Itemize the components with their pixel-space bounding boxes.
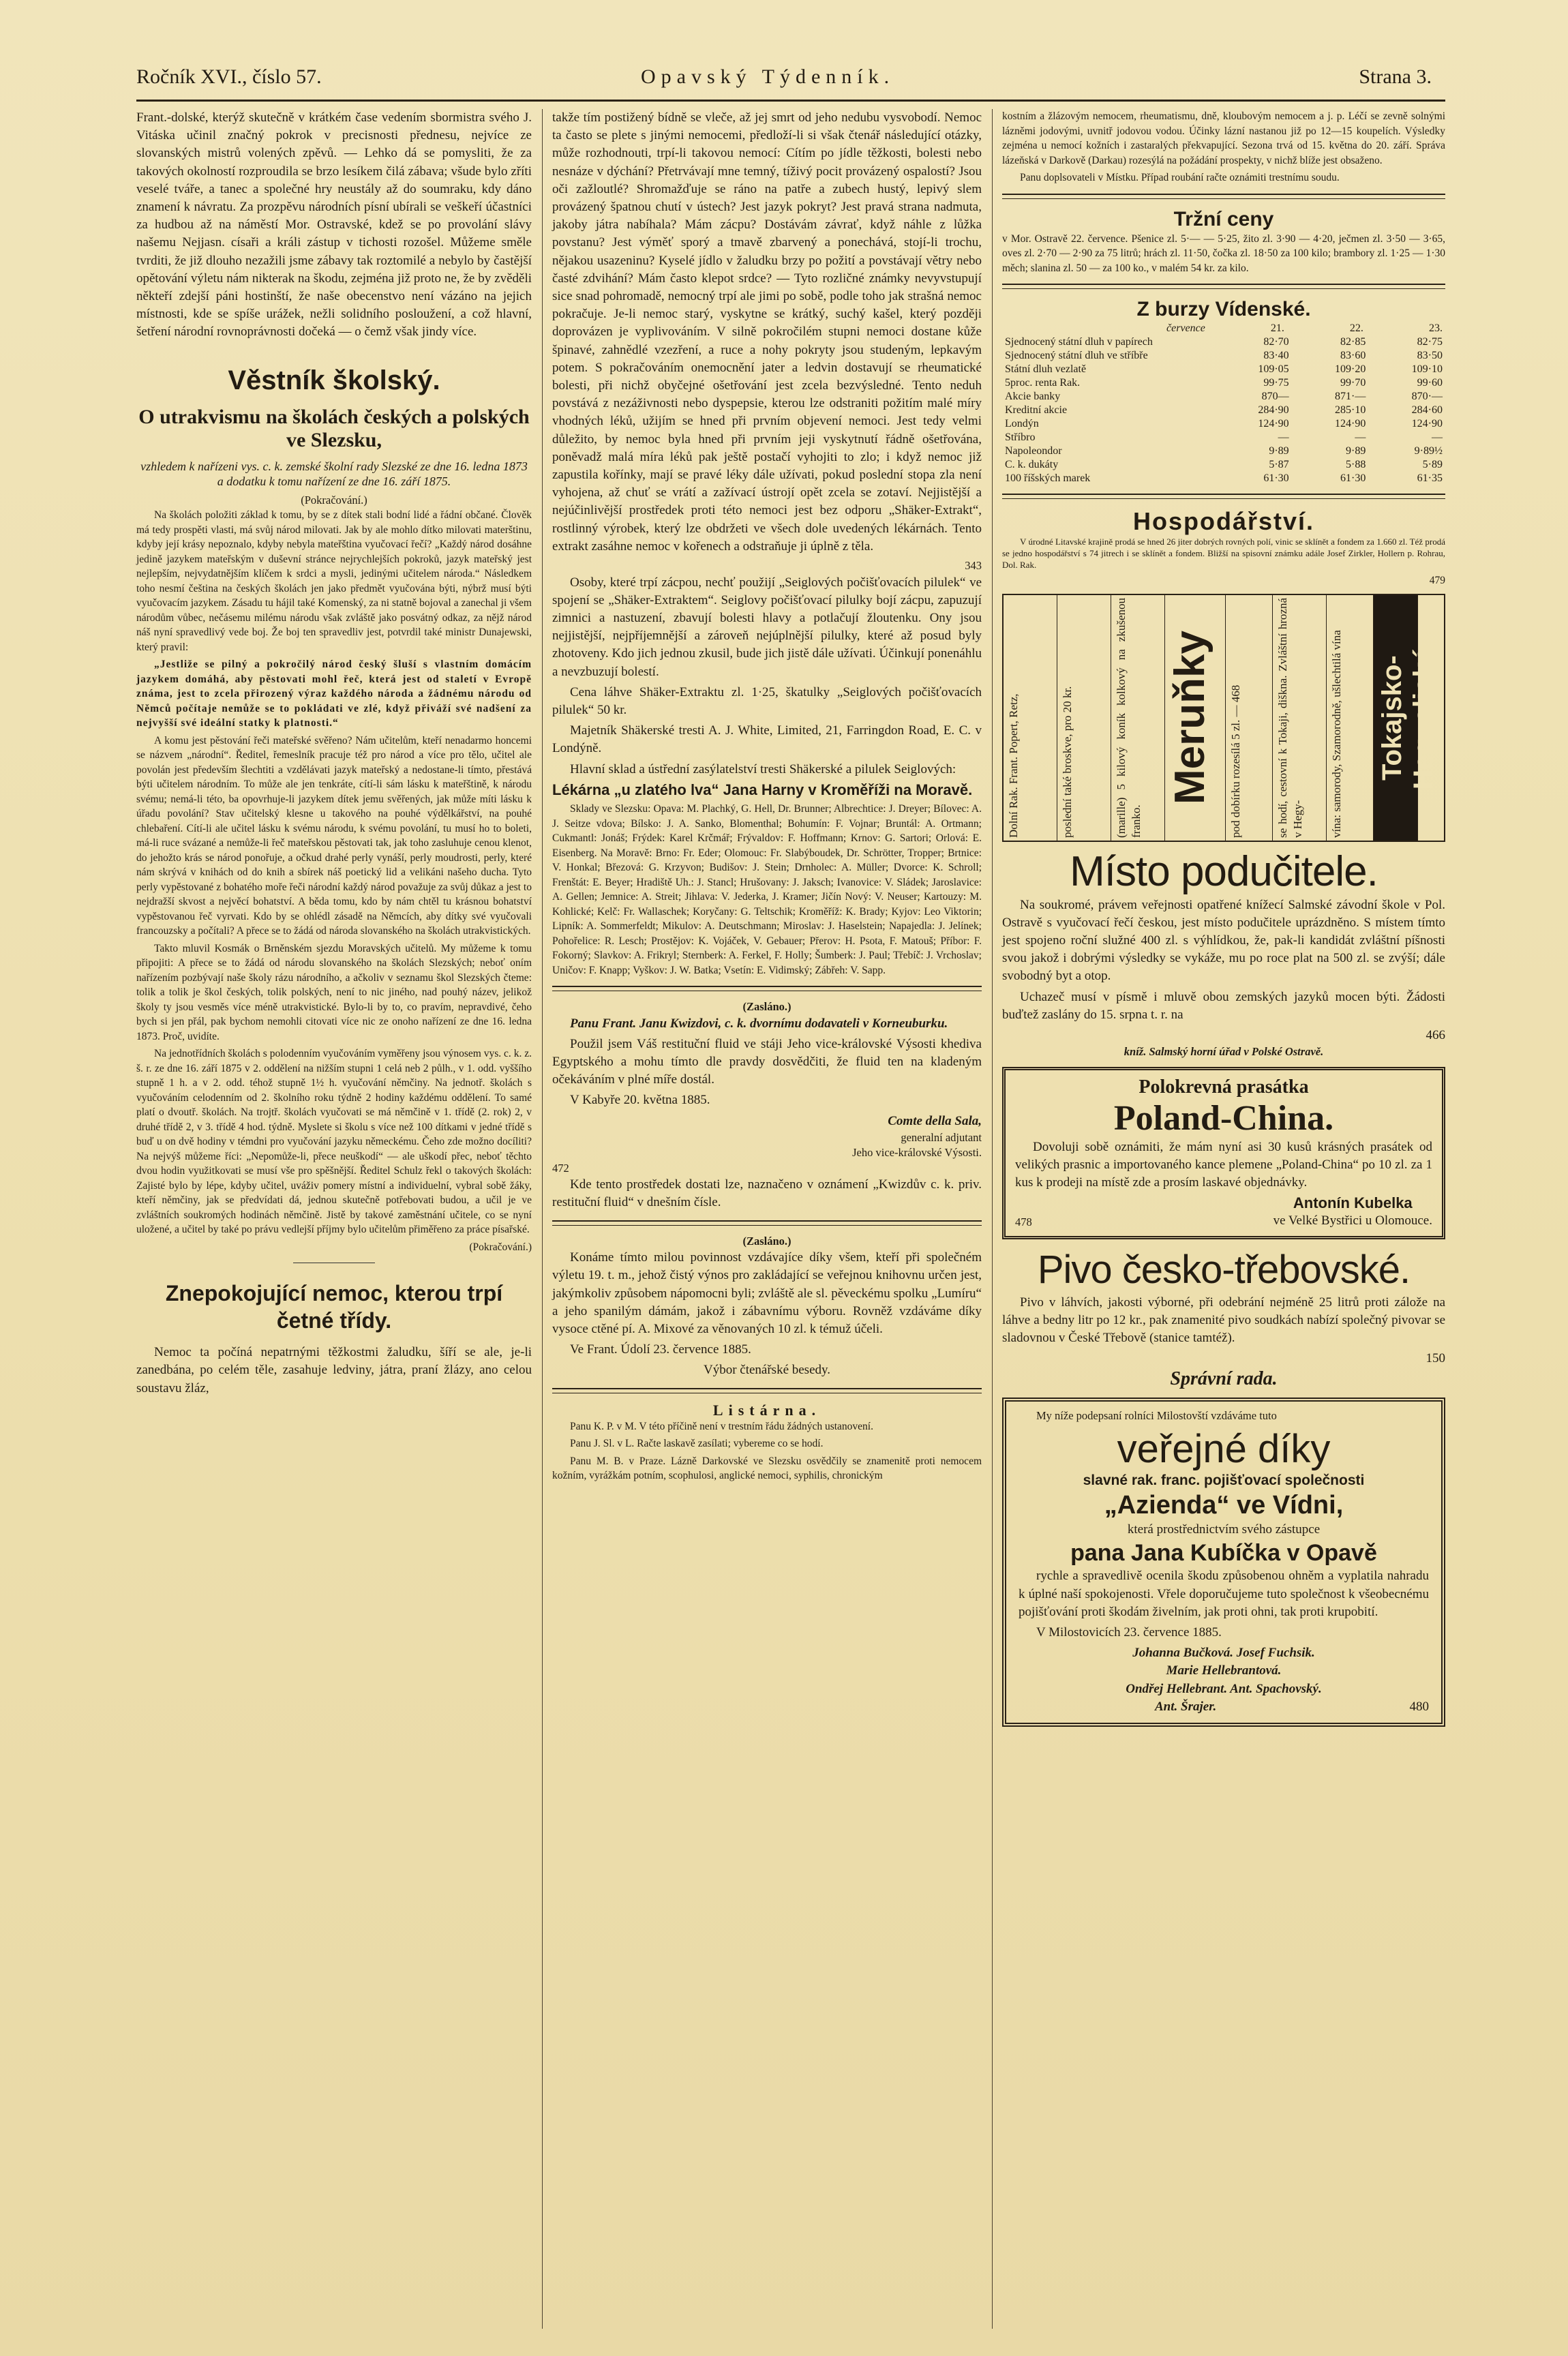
mailbox-heading: Listárna. — [712, 1401, 821, 1419]
ad-number: 479 — [1429, 575, 1445, 586]
divider — [552, 1388, 982, 1393]
table-cell: 870·— — [1411, 391, 1443, 402]
mailbox-item: Panu doplsovateli v Místku. Případ roubání račte oznámiti trestnímu soudu. — [1020, 172, 1340, 183]
thanks-date: V Milostovicích 23. července 1885. — [1036, 1625, 1222, 1640]
table-cell: 82·75 — [1417, 336, 1443, 348]
signature-title: generalní adjutant — [901, 1130, 982, 1144]
article-text: Cena láhve Shäker-Extraktu zl. 1·25, škatulky „Seiglových počišťovacích pilulek“ 50 kr. — [552, 684, 982, 717]
table-cell: 284·90 — [1258, 404, 1289, 416]
column-3 — [1002, 109, 1445, 2329]
bourse-table — [1002, 322, 1445, 335]
table-header — [1002, 322, 1445, 335]
table-cell: 61·30 — [1340, 472, 1366, 484]
volume-number: Ročník XVI., číslo 57. — [136, 65, 322, 88]
teacher-job-heading: Místo podučitele. — [1070, 847, 1378, 895]
economy-heading: Hospodářství. — [1132, 507, 1315, 535]
table-row — [1002, 363, 1445, 376]
table-cell: 99·75 — [1263, 377, 1289, 389]
table-row — [1002, 431, 1445, 444]
ad-title-apricots: Meruňky — [1165, 595, 1226, 841]
letter-date: V Kabyře 20. května 1885. — [570, 1093, 710, 1108]
thanks-signature: Johanna Bučková. Josef Fuchsik. — [1132, 1646, 1315, 1661]
ad-number: 480 — [1409, 1699, 1429, 1714]
table-cell: 109·05 — [1258, 363, 1289, 375]
ad-text: se hodí, cestovní k Tokaji, diškna. Zvláštní hrozná v Hegy- — [1273, 595, 1327, 841]
thanks-company-type: slavné rak. franc. pojišťovací společnosti — [1083, 1472, 1365, 1488]
thanks-text: rychle a spravedlivě ocenila škodu způsobenou ohněm a vyplatila nahradu k úplné naší spokojenosti. Vřele doporučujeme tuto společnost k všeobecnému pojišťování proti škodám živelním, jak proti ohni, tak proti krupobití. — [1019, 1569, 1429, 1619]
table-row — [1002, 472, 1445, 485]
table-cell: Napoleondor — [1005, 445, 1062, 457]
thanks-text: Konáme tímto milou povinnost vzdávajíce díky všem, kteří při společném výletu 19. t. m., jehož čistý výnos pro zakládající se veřejnou knihovnu určen jest, jakýmkoliv způsobem nápomocni byli; zvláště ale sl. pěveckému spolku „Lumíru“ a jeho spanilým dámám, jakož i zábavnímu výboru. Rovněž vzdáváme díky vysoce ctěné pí. A. Mixové za věnovaných 10 zl. k témuž účeli. — [552, 1250, 982, 1336]
table-cell: 5proc. renta Rak. — [1005, 377, 1081, 389]
table-row — [1002, 376, 1445, 390]
signature: Comte della Sala, — [888, 1113, 982, 1128]
table-row — [1002, 458, 1445, 472]
divider — [1002, 494, 1445, 499]
table-cell: Kreditní akcie — [1005, 404, 1068, 416]
thanks-signature: Ant. Šrajer. — [1155, 1699, 1217, 1714]
table-cell: 61·30 — [1263, 472, 1289, 484]
article-text: A komu jest pěstování řeči mateřské svěřeno? Nám učitelům, kteří nenadarmo honcemi se názvem „národní“. Ředitel, řemeslník pracuje též pro národ a více pro tělo, učitel ale povolán jest především šlechtiti a vzdělávati jazyk mateřský a nedostane-li tímto, přestává býti učitelem národním. To může ale jen tenkráte, cítí-li sám lásku k mateřštině, k národu svému; nemá-li této, ba opovrhuje-li jazykem dítek jemu svěřených, jak může míti lásku k úřadu povolání? Stav učitelský klesne u takového na pouhé výdělkářství, na pouhé chlebaření. Cítí-li ale učitel lásku k svému národu, k svému povolání, tu musí ho to boleti, má-li ruce svázané a nemůže-li řeč mateřskou pěstovati tak, jak toho zasluhuje cenou klenot, do jehožto krás se národ ponořuje, a očkud drahé perly vynáší, perly moudrosti, perly, které nám skrývá v knihách od do knih a sbírek náš poetický lid a velikáni našeho ducha. Tyto perly vypěstované z bohatého moře řeči národní každý národ považuje za svůj důkaz a jest to nejdražší skvost a nejvěcí bohatství. A běda tomu, kdo by nám chtěl tu krásnou bohatství vypěstovanou řeč vyrvati. Kdo by se ohlédl zásadě na Němcích, aby dítky své vyučovali francouzsky a počítali? A přece se to žádá od národa slovanského na školách utrakvistických. — [136, 734, 532, 937]
table-row — [1002, 444, 1445, 458]
table-cell: 9·89 — [1345, 445, 1366, 457]
thanks-signature: Výbor čtenářské besedy. — [703, 1363, 831, 1378]
letter-recipient: Panu Frant. Janu Kwizdovi, c. k. dvornímu dodavateli v Korneuburku. — [570, 1016, 948, 1031]
table-cell: 99·60 — [1417, 377, 1443, 389]
mailbox-item: kostním a žlázovým nemocem, rheumatismu, dně, kloubovým nemocem a j. p. Léčí se zevně solnými lázněmi jodovými, uvnitř jodovou vodou. Účinky lázní nastanou již po 12—15 koupelích. Výsledky zejména u nemocí kožních i zastaralých překvapující. Sezona trvá od 15. května do 20. září. Správa lázeňská v Darkově (Darkau) rozesýlá na požádání prospekty, v nichž blíže jest obsaženo. — [1002, 110, 1445, 166]
article-text: Osoby, které trpí zácpou, nechť použijí „Seiglových počišťovacích pilulek“ ve spojení se „Shäker-Extraktem“. Seiglovy počišťovací pilulky bojí zácpu, zapuzují zimnici a nastuzení, zbavují bolesti hlavy a potlačují žloutenku. Ony jsou nejjistější, nejpříjemnější a zároveň nejúplnější pilulky, které až posud byly zhotoveny. Kdo jich jednou zkusil, bude jich jistě dále užívati. Účinkují ponenáhlu a nevzbuzují bolestí. — [552, 575, 982, 679]
divider — [552, 1220, 982, 1226]
table-cell: C. k. dukáty — [1005, 459, 1059, 470]
ad-text: (marille) 5 kilový koník kolkový na zkušenou franko. — [1111, 595, 1165, 841]
section-heading-school: Věstník školský. — [228, 365, 440, 395]
table-cell: 5·88 — [1345, 459, 1366, 470]
article-text: Frant.-dolské, kterýž skutečně v krátkém čase vedením sbormistra svého J. Vitáska učinil značný pokrok v precisnosti přednesu, nejvíce ze slovanských mistrů volených zpěvů. — Lehko dá se pomysliti, že za takových okolností rozproudila se brzo lesíkem čilá zábava; všude bylo zříti veselé tváře, a tanec a společné hry neustály až do soumraku, kdy dáno znamení k návratu. Za prozpěvu národních písní ubírali se veškeří účastníci za hudbou až na náměstí Mor. Ostravské, kdež se po provolání slávy našemu Nejjasn. císaři a králi zástup v tichosti rozošel. Můžeme směle tvrditi, že již dlouho nezažili jsme zábavy tak roztomilé a nebylo by častější opětování výletu nám nikterak na škodu, zejména již proto ne, že by zvěděli někteří zdejší páni hostinští, že naše obecenstvo není vázáno na jejich místnosti, kde se spíše urážek, nežli solidního posloužení, a což hlavní, šetření národní rovnoprávnosti dočeká — o čemž však jindy více. — [136, 110, 532, 339]
table-cell: 100 říšských marek — [1005, 472, 1091, 484]
thanks-ad — [1002, 1398, 1445, 1727]
table-cell: 82·70 — [1263, 336, 1289, 348]
table-cell: 23. — [1429, 322, 1443, 334]
table-row — [1002, 335, 1445, 349]
table-cell: Londýn — [1005, 418, 1039, 429]
table-cell: 83·40 — [1263, 350, 1289, 361]
thanks-text: My níže podepsaní rolníci Milostovští vzdáváme tuto — [1036, 1409, 1277, 1423]
ad-number: 150 — [1426, 1351, 1445, 1366]
article-text: Takto mluvil Kosmák o Brněnském sjezdu Moravských učitelů. My můžeme k tomu připojiti: A přece se to žádá od národu slovanského na školách Slezských; neboť oním nařízením pozbývají naše školy rázu národního, a ačkoliv v seznamu škol Slezských čteme: tolik a tolik je škol českých, tolik polských, není to nic jiného, nad pouhý název, jelikož školy ty jsou vesměs více méně utrakvistické. Bylo-li by to, co pravím, nepravdivé, čeho bych si jen přál, pak bychom nemohli citovati více nic ze onoho nařízení ze dne 16. ledna 1873. Proč, uvidíte. — [136, 942, 532, 1042]
table-cell: 61·35 — [1417, 472, 1443, 484]
header-rule — [136, 100, 1445, 102]
table-cell: 124·90 — [1334, 418, 1366, 429]
page-number: Strana 3. — [1359, 65, 1432, 88]
ad-number: 343 — [965, 559, 982, 573]
beer-text: Pivo v láhvích, jakosti výborné, při odebrání nejméně 25 litrů proti zálože na láhve a bedny litr po 12 kr., pak znamenité pivo soudkách nabízí společný pivovar se sladovnou v České Třebově (stanice tamtéž). — [1002, 1295, 1445, 1346]
sent-label: (Zasláno.) — [742, 1234, 791, 1248]
ad-number: 472 — [552, 1161, 569, 1175]
table-cell: 5·89 — [1422, 459, 1443, 470]
pig-ad-title: Poland-China. — [1113, 1098, 1334, 1138]
table-cell: Státní dluh vezlatě — [1005, 363, 1087, 375]
pig-ad-location: ve Velké Bystřici u Olomouce. — [1273, 1213, 1432, 1228]
beer-signature: Správní rada. — [1170, 1368, 1278, 1390]
table-cell: Akcie banky — [1005, 391, 1061, 402]
pig-ad-text: Dovoluji sobě oznámiti, že mám nyní asi 30 kusů krásných prasátek od velikých prasnic a importovaného kance plemene „Poland-China“ po 10 zl. za 1 kus k prodeji na místě zde a prosím laskavé objednávky. — [1015, 1139, 1432, 1190]
divider — [1002, 194, 1445, 199]
table-cell: 284·60 — [1411, 404, 1443, 416]
table-cell: 5·87 — [1269, 459, 1289, 470]
page-header — [136, 55, 1432, 100]
ad-number: 478 — [1015, 1215, 1032, 1229]
job-text: Uchazeč musí v písmě i mluvě obou zemských jazyků mocen býti. Žádosti buďtež zaslány do 15. srpna t. r. na — [1002, 989, 1445, 1022]
continued-note: (Pokračování.) — [469, 1241, 532, 1253]
continued-note: (Pokračování.) — [301, 493, 367, 507]
thanks-signature: Ondřej Hellebrant. Ant. Spachovský. — [1126, 1681, 1322, 1696]
table-cell: 124·90 — [1258, 418, 1289, 429]
column-divider — [542, 109, 543, 2329]
ad-text: Dolní Rak. Frant. Popert, Retz, — [1004, 595, 1057, 841]
table-cell: 109·10 — [1411, 363, 1443, 375]
thanks-company: „Azienda“ ve Vídni, — [1104, 1491, 1344, 1520]
table-cell: 99·70 — [1340, 377, 1366, 389]
table-row — [1002, 404, 1445, 417]
table-cell: — — [1278, 432, 1289, 443]
pharmacy-name: Lékárna „u zlatého lva“ Jana Harny v Kroměříži na Moravě. — [552, 781, 973, 798]
pig-ad-seller: Antonín Kubelka — [1293, 1194, 1413, 1212]
table-cell: 82·85 — [1340, 336, 1366, 348]
table-cell: 83·50 — [1417, 350, 1443, 361]
table-cell: — — [1355, 432, 1366, 443]
market-heading: Tržní ceny — [1173, 207, 1274, 230]
ad-text: pod dobírku rozesílá 5 zl. — 468 — [1226, 595, 1273, 841]
mailbox-item: Panu K. P. v M. V této příčině není v trestním řádu žádných ustanovení. — [570, 1420, 873, 1432]
newspaper-title: Opavský Týdenník. — [641, 65, 895, 88]
table-row — [1002, 417, 1445, 431]
thanks-heading: veřejné díky — [1117, 1426, 1331, 1471]
table-cell — [1002, 322, 1025, 335]
column-1 — [136, 109, 532, 2329]
thanks-agent: pana Jana Kubíčka v Opavě — [1070, 1540, 1377, 1567]
job-signature: kníž. Salmský horní úřad v Polské Ostravě. — [1124, 1045, 1324, 1059]
ad-number: 466 — [1426, 1027, 1445, 1042]
apricot-wine-ad — [1002, 594, 1445, 842]
mailbox-item: Panu M. B. v Praze. Lázně Darkovské ve Slezsku osvědčily se znamenitě proti nemocem kožním, vyrážkám potním, scophulosi, anglické nemoci, syphilis, chronickým — [552, 1455, 982, 1482]
sent-label: (Zasláno.) — [742, 1000, 791, 1014]
pig-ad-subtitle: Polokrevná prasátka — [1139, 1076, 1309, 1098]
bourse-rows — [1002, 335, 1445, 485]
economy-text: V úrodné Litavské krajině prodá se hned 26 jiter dobrých rovných polí, vinic se sklínět a fondem za 1.660 zl. Též prodá se jedno hospodářství s 74 jitrech i se sklínět a fondem. Bližší na spisovní známku adále Josef Zirkler, Hollern p. Rohrau, Dol. Rak. — [1002, 537, 1445, 570]
table-cell: — — [1432, 432, 1443, 443]
market-prices: v Mor. Ostravě 22. července. Pšenice zl. 5·— — 5·25, žito zl. 3·90 — 4·20, ječmen zl. 3·50 — 3·65, oves zl. 2·70 — 2·90 za 75 litrů; hrách zl. 11·50, čočka zl. 18·50 za 100 kilo; brambory zl. 1·25 — 1·30 měch; slanina zl. 50 — za 100 ko., v malém 54 kr. za kilo. — [1002, 232, 1445, 274]
divider — [552, 986, 982, 991]
mailbox-item: Panu J. Sl. v L. Račte laskavě zasílati; vybereme co se hodí. — [570, 1438, 824, 1450]
divider — [1002, 284, 1445, 289]
table-cell: 9·89 — [1269, 445, 1289, 457]
article-heading: O utrakvismu na školách českých a polských ve Slezsku, — [138, 405, 530, 451]
table-cell: 124·90 — [1411, 418, 1443, 429]
table-cell: 9·89½ — [1414, 445, 1443, 457]
beer-heading: Pivo česko-třebovské. — [1037, 1247, 1411, 1292]
article-text: takže tím postižený bídně se vleče, až jej smrt od jeho nedubu vysvobodí. Nemoc ta často se plete s jinými nemocemi, předloží-li si však čtenář následující otázky, může rozhodnouti, trpí-li takovou nemocí: Cítím po jídle těžkosti, bolesti nebo nesnáze v dýchání? Přetrvávají mne temný, tíživý pocit provázený ospalostí? Jsou oči zažloutlé? Shromažďuje se ráno na patře a zubech hustý, lepivý slem provázený špatnou chutí v ústech? Jest jazyk pokryt? Jest pravá strana nadmuta, jakoby játra nabíhala? Mám zácpu? Dostávám závrať, když náhle z lůžka povstanu? Jest výměť sporý a tmavě zbarvený a ponechává, stojí-li trochu, nějakou usazeninu? Kyselé jídlo v žaludku brzy po požití a povstávají větry nebo časté zdvihání? Mám často klepot srdce? — Tyto rozličné známky nevyvstupují sice snad pohromadě, nemocný trpí ale jimi po sobě, podle toho jak strašná nemoc pokračuje. Je-li nemoc starý, vyskytne se krátký, suchý kašel, který později doprovázen je vyplivováním. V silně pokročilém stupni nemoci dostane kůže špinavé, zahnědlé vzezření, a ruce a nohy pokryty jsou studeným, lepkavým potem. S pokračováním onemocnění jater a ledvin dostavují se rheumatické bolesti, při nichž obyčejné ošetřování jest zcela bezvýsledné. Tento neduh povstává z nezáživnosti nebo dyspepsie, kterou lze odstraniti požitím malé míry vhodných léků, užijím se hned při prvním objevení nemoci. Jest tedy velmi důležito, by nemoc byla hned při prvním jeji vyskytnutí řádně ošetřována, poněvadž malá míra léků pak ještě postačí vyhojiti to zlo; i když nemoc již zapustila kořínky, mají se pravé léky dále užívati, pokud poslední stopa zla není vyhojena, až chuť se vrátí a zažívací ústrojí opět zcela se zotaví. Nejjistější a nejúčinlivější prostředek proti této nemoci jest bez odporu „Shäker-Extrakt“, rostlinný výrobek, který lze obdržeti ve všech dole uvedených lékárnách. Tento extrakt zasáhne nemoc v kořenech a odstraňuje ji úplně z těla. — [552, 110, 982, 554]
article-quote: „Jestliže se pilný a pokročilý národ český šluší s vlastním domácím jazykem domáhá, aby pěstovati mohl řeč, která jest od staletí v Evropě známa, jest to zcela přirozený výraz každého národa a žádnému národu od Němců počítaje nemůže se to pokládati ve zlé, když přiváží své nadšení za nejvyšší své ideální statky k platnosti.“ — [136, 659, 532, 729]
table-cell: 871·— — [1334, 391, 1366, 402]
table-cell: 21. — [1270, 322, 1284, 334]
table-row — [1002, 349, 1445, 363]
letter-text: Použil jsem Váš restituční fluid ve stáji Jeho vice-královské Výsosti khediva Egyptského a mohu tímto dle pravdy dosvědčiti, že fluid ten na kladeným očekáváním v plné míře dostál. — [552, 1036, 982, 1087]
article-text: Na jednotřídních školách s polodenním vyučováním vyměřeny jsou výnosem vys. c. k. z. š. r. ze dne 16. září 1875 v 2. oddělení na nižším stupni 1 celá neb 2 půlh., v 1. odd. vyššího stupně 1 h. a v 2. odd. téhož stupně 1½ h. vyučování němčiny. Na jednotř. školách s vyučováním celodenním od 2. školního roku týdně 2 hodiny každému oddělení. To samé platí o dvoutř. školách. Na trojtř. školách vyučovati se má němčině v 1. třídě (2. rok) 2, v druhé třídě 2, v 3. třídě 4 hod. týdně. Myslete si školu s více než 100 dítkami v jedné třídě s buď u on dvě hodiny v témdni pro vyučování jazyku německému. Čeho zde možno docíliti? Na nejvýš můžeme říci: „Nepomůže-li, přece neuškodí“ — ale uškodí přec, neboť těchto dvou hodin využitkovati se musí vše pro spěšnější. Ředitel Schulz řekl o takových školách: Zajisté bylo by lépe, kdyby učitel, uváživ pomery místní a individuelní, vybral sobě žáky, kteří němčiny, jak se předvídati dá, jednou skutečně potřebovati budou, a učil je ve zvláštních soukromých hodinách němčině. Jistě by takové zaměstnání učitele, co se nyní uložené, a učitel by také po právu vedlejší příjmy bylo učitelům přiměřeno za práce písařské. — [136, 1048, 532, 1236]
article-text: Nemoc ta počíná nepatrnými těžkostmi žaludku, šíří se ale, je-li zanedbána, po celém těle, zasahuje ledviny, játra, praní žlázy, ano celou soustavu žláz, — [136, 1345, 532, 1395]
article-text: Na školách položiti základ k tomu, by se z dítek stali bodní lidé a řádní občané. Člověk má tedy prospěti vlasti, má svůj národ milovati. Jak by ale mohlo dítko milovati materštinu, kdyby její krásy nepoznalo, kdyby nebyla mateřština vyučovací řečí? „Každý národ dosáhne jedině jazykem mateřským v duševní stránce nejrychlejších pokroků, jazyk mateřský jest nejlepším, nejvydatnějším klíčem k srdci a mysli, jedinými učitelem národa.“ Následkem toho nesmí čeština na českých školách jen jako předmět vyučována býti, nýbrž musí býti vyučovacím jazykem. Zásadu tu hájil také Komenský, za ni statně bojoval a zanechal ji všem národům vůbec, nečásemu milému národu však zvláště jako posvátný odkaz, za nějž národ náš nyní spravedlivý vede boj. Že boj ten spravedliv jest, potvrdil také ministr Dunajewski, který pravil: — [136, 509, 532, 653]
table-row — [1002, 390, 1445, 404]
column-2 — [552, 109, 982, 2329]
signature-title: Jeho vice-královské Výsosti. — [852, 1146, 982, 1160]
thanks-text: která prostřednictvím svého zástupce — [1127, 1522, 1321, 1537]
store-list: Sklady ve Slezsku: Opava: M. Plachký, G. Hell, Dr. Brunner; Albrechtice: J. Dreyer; Bílovec: A. J. Seitze vdova; Bílsko: J. A. Sanko, Blomenthal; Bohumín: F. Vojnar; Bruntál: A. Ortmann; Cukmantl: Jonáš; Frýdek: Karel Krčmář; Frývaldov: F. Hoffmann; Krnov: G. Sartori; Orlová: E. Eisenberg. Na Moravě: Brno: Fr. Eder; Olomouc: Fr. Slabýboudek, Dr. Schrötter, Tropper; Brtnice: V. Honkal; Březová: G. Krzyvon; Budišov: J. Stein; Drnholec: A. Müller; Dvorce: K. Schroll; Frenštát: E. Beyer; Hradiště Uh.: J. Stancl; Hrušovany: J. Jaksch; Ivanovice: V. Sládek; Jaroslavice: A. Gellen; Jemnice: A. Streit; Jihlava: V. Jederka, J. Kramer; Jičín Nový: V. Neuser; Kartouzy: M. Kohlické; Kelč: Fr. Wallaschek; Koryčany: G. Teltschik; Kroměříž: K. Brady; Kyjov: Leo Viktorin; Lipník: A. Sommerfeldt; Mikulov: A. Deutschmann; Miroslav: J. Haselstein; Napajedla: J. Jelínek; Pohořelice: R. Lesch; Prostějov: K. Vojáček, V. Gebauer; Přerov: H. Psota, F. Matouš; Příbor: F. Fokorný; Slavkov: A. Frikryl; Sternberk: A. Ferkel, F. Holly; Šumberk: J. Paul; Třebíč: J. Vrchoslav; Uničov: F. Knapp; Vyškov: J. W. Batka; Vsetín: E. Vidimský; Zábřeh: V. Sapp. — [552, 803, 982, 976]
column-divider — [992, 109, 993, 2329]
article-heading-illness: Znepokojující nemoc, kterou trpí četné třídy. — [165, 1281, 503, 1333]
table-cell: 285·10 — [1334, 404, 1366, 416]
letter-text: Kde tento prostředek dostati lze, naznačeno v oznámení „Kwizdův c. k. priv. restituční fluid“ v dnešním čísle. — [552, 1177, 982, 1210]
table-cell: 83·60 — [1340, 350, 1366, 361]
ad-title-tokaj: Tokajsko-Hegyaljské — [1374, 595, 1418, 841]
ad-text: vína: samorody, Szamorodně, ušlechtilá vína — [1327, 595, 1374, 841]
table-cell: 870— — [1261, 391, 1289, 402]
bourse-heading: Z burzy Vídenské. — [1136, 298, 1311, 320]
table-cell: Sjednocený státní dluh v papírech — [1005, 336, 1153, 348]
table-cell: července — [1166, 322, 1205, 334]
thanks-date: Ve Frant. Údolí 23. července 1885. — [570, 1342, 751, 1357]
table-cell: 22. — [1349, 322, 1363, 334]
ad-text: poslední také broskve, pro 20 kr. — [1057, 595, 1111, 841]
thanks-signature: Marie Hellebrantová. — [1166, 1663, 1282, 1678]
article-text: Hlavní sklad a ústřední zasýlatelství tresti Shäkerské a pilulek Seiglových: — [570, 761, 956, 776]
pig-ad — [1002, 1067, 1445, 1239]
table-cell: Sjednocený státní dluh ve stříbře — [1005, 350, 1148, 361]
job-text: Na soukromé, právem veřejnosti opatřené knížecí Salmské závodní škole v Pol. Ostravě s vyučovací řečí českou, jest místo podučitele uprázdněno. S místem tímto jest spojeno roční služné 400 zl. s výhlídkou, že, pak-li kandidát zvláštní píšnosti svou jakož i dobrými výsledky se vykáže, mu po roce plat na 500 zl. se zvýší; dále svobodný byt a otop. — [1002, 897, 1445, 984]
article-text: Majetník Shäkerské tresti A. J. White, Limited, 21, Farringdon Road, E. C. v Londýně. — [552, 723, 982, 756]
table-cell: Stříbro — [1005, 432, 1036, 443]
table-cell: 109·20 — [1334, 363, 1366, 375]
article-subtitle: vzhledem k nařízeni vys. c. k. zemské školní rady Slezské ze dne 16. ledna 1873 a dodatku k tomu nařízení ze dne 16. září 1875. — [140, 459, 528, 488]
